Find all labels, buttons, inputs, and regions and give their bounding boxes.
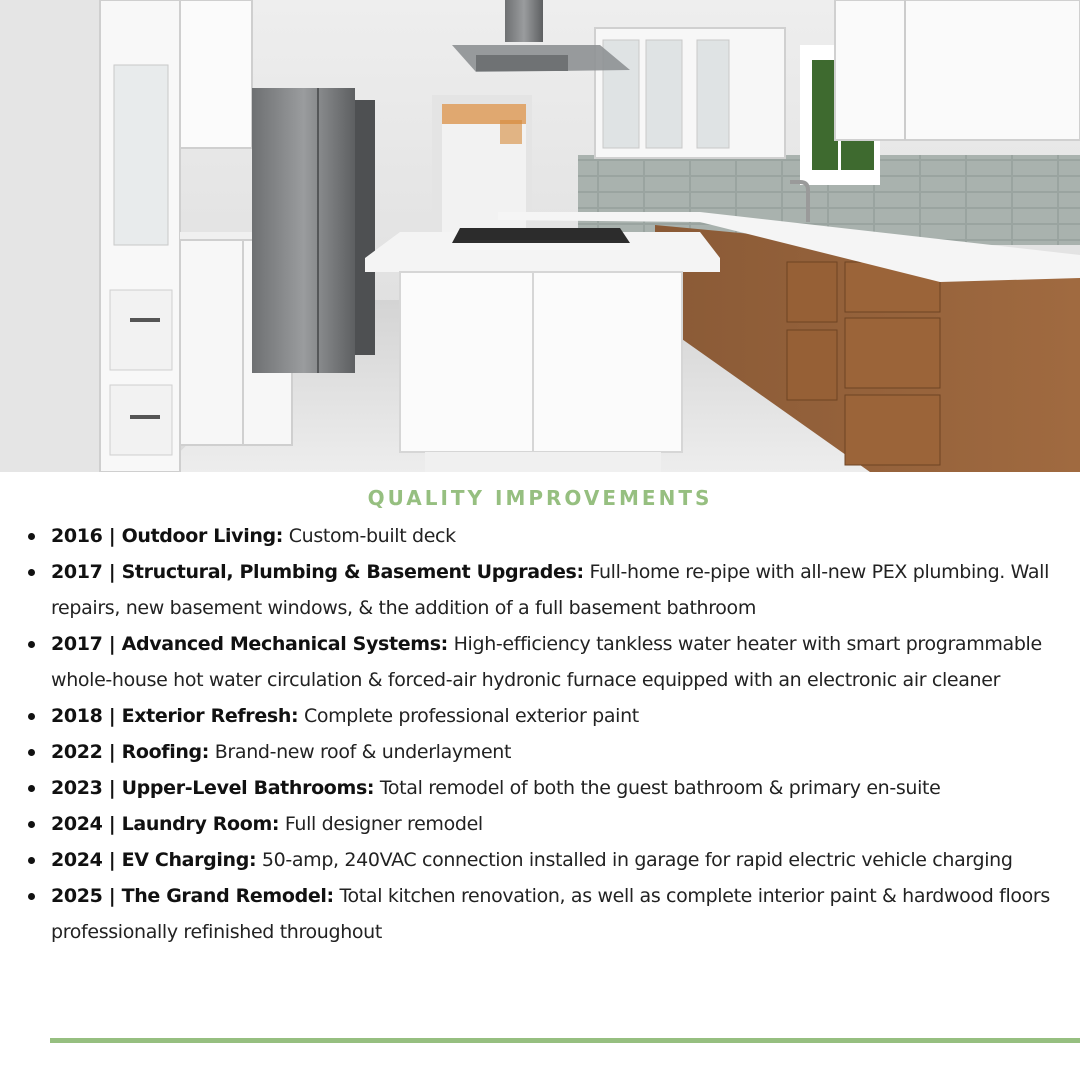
- list-item: [0, 626, 1080, 698]
- item-label: 2017 | Advanced Mechanical Systems:: [51, 633, 448, 655]
- item-label: 2016 | Outdoor Living:: [51, 525, 284, 547]
- item-label: 2025 | The Grand Remodel:: [51, 885, 334, 907]
- bottom-divider: [50, 1038, 1080, 1043]
- bullet-icon: [28, 749, 35, 756]
- list-item: [0, 806, 1080, 842]
- item-label: 2024 | EV Charging:: [51, 849, 257, 871]
- item-text: 50-amp, 240VAC connection installed in garage for rapid electric vehicle charging: [261, 849, 1013, 871]
- bullet-icon: [28, 533, 35, 540]
- bullet-icon: [28, 641, 35, 648]
- bullet-icon: [28, 713, 35, 720]
- improvements-list: [0, 518, 1080, 950]
- item-text: Custom-built deck: [288, 525, 456, 547]
- item-text: Total kitchen renovation, as well as complete interior paint & hardwood floors professionally refinished throughout: [51, 885, 1050, 943]
- list-item: [0, 734, 1080, 770]
- item-label: 2017 | Structural, Plumbing & Basement Upgrades:: [51, 561, 584, 583]
- item-label: 2022 | Roofing:: [51, 741, 210, 763]
- bullet-icon: [28, 821, 35, 828]
- item-label: 2024 | Laundry Room:: [51, 813, 280, 835]
- item-text: Full designer remodel: [284, 813, 483, 835]
- item-label: 2023 | Upper-Level Bathrooms:: [51, 777, 375, 799]
- bullet-icon: [28, 893, 35, 900]
- list-item: [0, 878, 1080, 950]
- list-item: [0, 554, 1080, 626]
- item-text: Complete professional exterior paint: [303, 705, 639, 727]
- list-item: [0, 842, 1080, 878]
- list-item: [0, 518, 1080, 554]
- bullet-icon: [28, 857, 35, 864]
- item-text: Total remodel of both the guest bathroom & primary en-suite: [379, 777, 941, 799]
- item-text: Brand-new roof & underlayment: [214, 741, 512, 763]
- item-label: 2018 | Exterior Refresh:: [51, 705, 299, 727]
- section-heading: QUALITY IMPROVEMENTS: [367, 486, 713, 510]
- item-text: Full-home re-pipe with all-new PEX plumbing. Wall repairs, new basement windows, & the addition of a full basement bathroom: [51, 561, 1050, 619]
- list-item: [0, 770, 1080, 806]
- item-text: High-efficiency tankless water heater with smart programmable whole-house hot water circulation & forced-air hydronic furnace equipped with an electronic air cleaner: [51, 633, 1042, 691]
- list-item: [0, 698, 1080, 734]
- bullet-icon: [28, 785, 35, 792]
- bullet-icon: [28, 569, 35, 576]
- kitchen-photo: [0, 0, 1080, 472]
